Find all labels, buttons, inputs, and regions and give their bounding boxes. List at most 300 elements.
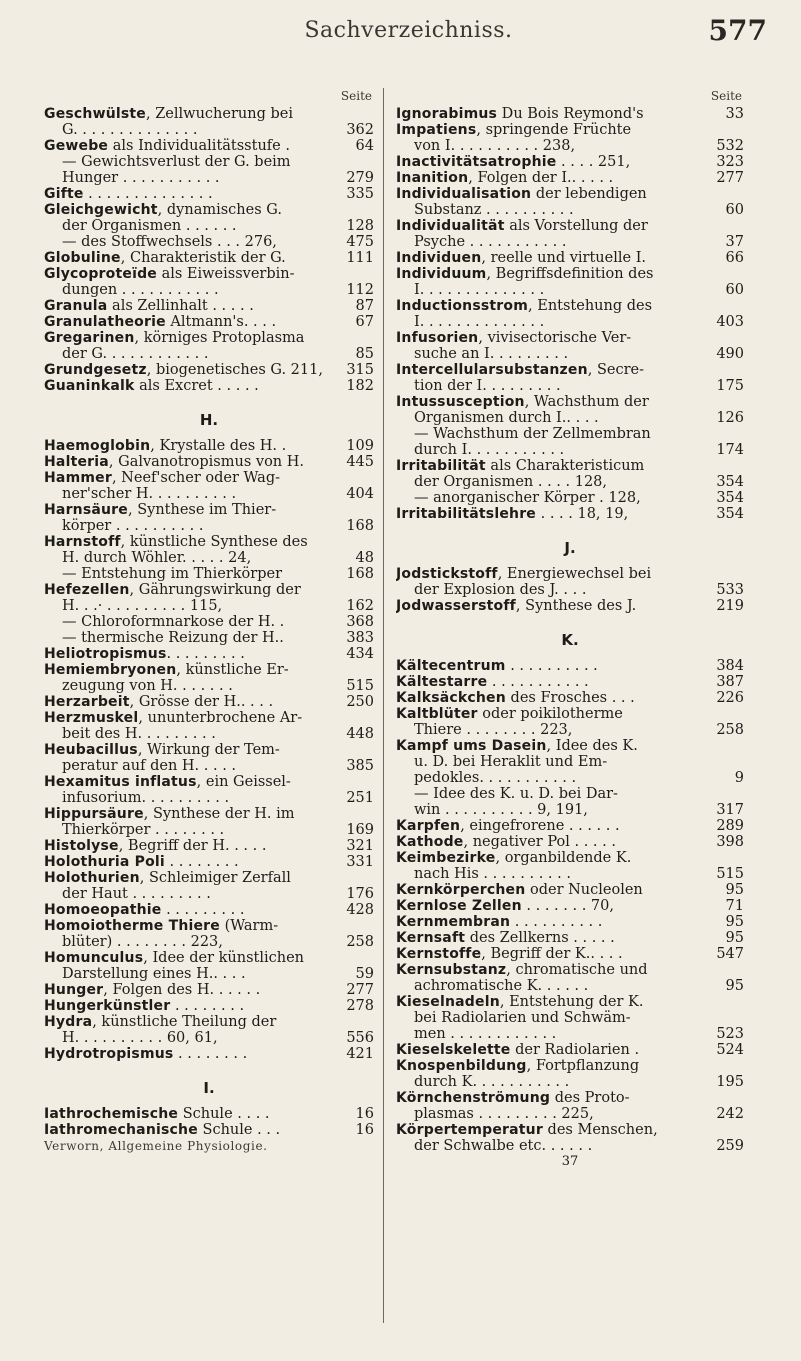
headword: Hefezellen [44, 582, 130, 598]
entry-rest: von I. . . . . . . . . . 238, [414, 138, 576, 154]
headword: Kathode [396, 834, 464, 850]
entry-text [44, 758, 342, 774]
page-ref: 490 [716, 346, 744, 362]
entry-text [44, 282, 342, 298]
headword: Heubacillus [44, 742, 138, 758]
index-entry [44, 346, 374, 362]
headword: Harnsäure [44, 502, 128, 518]
entry-text [44, 646, 342, 662]
page-ref [740, 362, 744, 378]
page-ref: 428 [346, 902, 374, 918]
headword: Keimbezirke [396, 850, 496, 866]
entry-text [396, 298, 740, 314]
headword: Holothurien [44, 870, 140, 886]
entry-rest: , biogenetisches G. 211, [146, 362, 323, 378]
page-ref: 182 [346, 378, 374, 394]
index-entry [396, 234, 744, 250]
index-entry [396, 994, 744, 1010]
entry-text [396, 582, 712, 598]
entry-rest: , organbildende K. [495, 850, 632, 866]
headword: Intussusception [396, 394, 525, 410]
entry-text [44, 918, 370, 934]
entry-text [396, 250, 722, 266]
entry-rest: — Wachsthum der Zellmembran [414, 426, 651, 442]
page-ref: 111 [346, 250, 374, 266]
entry-text [396, 754, 740, 770]
entry-text [44, 566, 342, 582]
page-ref: 515 [346, 678, 374, 694]
entry-text [44, 378, 342, 394]
index-entry [44, 726, 374, 742]
index-entry [44, 918, 374, 934]
entry-text [396, 866, 712, 882]
page-ref: 331 [346, 854, 374, 870]
page-ref: 323 [716, 154, 744, 170]
index-entry [396, 1026, 744, 1042]
page-ref: 315 [346, 362, 374, 378]
entry-rest: Altmann's. . . . [165, 314, 277, 330]
entry-text [396, 234, 722, 250]
page-ref [740, 330, 744, 346]
index-entry [396, 706, 744, 722]
page-ref: 398 [716, 834, 744, 850]
entry-text [44, 154, 370, 170]
entry-rest: , Secre- [587, 362, 645, 378]
index-entry [44, 662, 374, 678]
page-ref: 533 [716, 582, 744, 598]
index-entry [44, 838, 374, 854]
index-entry [396, 1106, 744, 1122]
entry-rest: Organismen durch I.. . . . [414, 410, 599, 426]
page-ref: 112 [346, 282, 374, 298]
page-ref [370, 330, 374, 346]
entry-text [44, 186, 342, 202]
headword: Kernmembran [396, 914, 511, 930]
page-ref [370, 870, 374, 886]
headword: Kernkörperchen [396, 882, 526, 898]
entry-rest: der Explosion des J. . . . [414, 582, 587, 598]
entry-text [396, 1058, 740, 1074]
headword: Hydra [44, 1014, 93, 1030]
index-entry [396, 474, 744, 490]
page-ref [740, 426, 744, 442]
entry-rest: Darstellung eines H.. . . . [62, 966, 246, 982]
headword: Kernsaft [396, 930, 466, 946]
entry-text [396, 506, 712, 522]
entry-rest: H. durch Wöhler. . . . . 24, [62, 550, 252, 566]
page-ref: 64 [355, 138, 374, 154]
index-entry [396, 1010, 744, 1026]
entry-text [44, 550, 352, 566]
page-ref: 434 [346, 646, 374, 662]
entry-text [396, 378, 712, 394]
entry-rest: (Warm- [219, 918, 279, 934]
page-ref: 250 [346, 694, 374, 710]
entry-rest: , künstliche Er- [176, 662, 289, 678]
page-ref [740, 738, 744, 754]
headword: Kernsubstanz [396, 962, 507, 978]
page-ref: 226 [716, 690, 744, 706]
page-ref: 95 [725, 930, 744, 946]
entry-rest: , Energiewechsel bei [497, 566, 652, 582]
entry-rest: , Gährungswirkung der [129, 582, 301, 598]
entry-text [44, 694, 342, 710]
page-ref: 168 [346, 566, 374, 582]
headword: Hunger [44, 982, 104, 998]
entry-rest: , ein Geissel- [196, 774, 291, 790]
entry-text [396, 490, 712, 506]
entry-rest: , Folgen der I.. . . . . [468, 170, 614, 186]
entry-rest: durch K. . . . . . . . . . . [414, 1074, 570, 1090]
entry-rest: suche an I. . . . . . . . . [414, 346, 569, 362]
headword: Hydrotropismus [44, 1046, 174, 1062]
entry-text [44, 106, 370, 122]
entry-rest: , Synthese des J. [515, 598, 637, 614]
entry-rest: , Neef'scher oder Wag- [111, 470, 280, 486]
index-entry [44, 438, 374, 454]
headword: Kältestarre [396, 674, 488, 690]
entry-rest: . . . . . . . . . [161, 902, 245, 918]
entry-text [44, 582, 370, 598]
page-ref [740, 566, 744, 582]
page-ref: 547 [716, 946, 744, 962]
entry-text [396, 850, 740, 866]
index-entry [44, 582, 374, 598]
entry-text [44, 806, 370, 822]
entry-text [396, 834, 712, 850]
headword: Kieselskelette [396, 1042, 511, 1058]
index-entry [44, 486, 374, 502]
index-entry [396, 946, 744, 962]
page-ref [370, 742, 374, 758]
entry-rest: plasmas . . . . . . . . . 225, [414, 1106, 594, 1122]
index-entry [396, 1074, 744, 1090]
entry-text [396, 138, 712, 154]
entry-rest: , ununterbrochene Ar- [138, 710, 303, 726]
page-ref: 335 [346, 186, 374, 202]
headword: Iathrochemische [44, 1106, 179, 1122]
entry-text [396, 314, 712, 330]
headword: Grundgesetz [44, 362, 147, 378]
page-ref: 368 [346, 614, 374, 630]
entry-text [396, 1106, 712, 1122]
page-ref: 37 [725, 234, 744, 250]
page-ref: 16 [355, 1106, 374, 1122]
index-entry [396, 754, 744, 770]
entry-rest: . . . . . . . . [170, 998, 245, 1014]
index-entry [44, 902, 374, 918]
page-ref [740, 458, 744, 474]
entry-text [396, 1090, 740, 1106]
entry-text [44, 998, 342, 1014]
page-ref: 515 [716, 866, 744, 882]
index-entry [396, 394, 744, 410]
page-ref: 71 [725, 898, 744, 914]
entry-rest: , reelle und virtuelle I. [481, 250, 647, 266]
page-ref [740, 706, 744, 722]
entry-rest: , springende Früchte [476, 122, 632, 138]
index-entry [44, 646, 374, 662]
index-entry [44, 518, 374, 534]
headword: Iathromechanische [44, 1122, 198, 1138]
entry-rest: peratur auf den H. . . . . [62, 758, 237, 774]
index-entry [396, 298, 744, 314]
entry-rest: bei Radiolarien und Schwäm- [414, 1010, 631, 1026]
entry-text [44, 346, 352, 362]
entry-text [44, 234, 342, 250]
page-ref: 95 [725, 978, 744, 994]
page-ref [370, 918, 374, 934]
page-ref [370, 1014, 374, 1030]
index-entry [44, 234, 374, 250]
page-ref: 242 [716, 1106, 744, 1122]
index-entry [396, 722, 744, 738]
headword: Jodwasserstoff [396, 598, 516, 614]
entry-text [44, 534, 370, 550]
headword: Gewebe [44, 138, 109, 154]
seite-label: Seite [710, 89, 742, 103]
entry-rest: . . . . . . . . [164, 854, 239, 870]
headword: Homoiotherme Thiere [44, 918, 220, 934]
entry-rest: . . . . 251, [556, 154, 631, 170]
entry-text [44, 486, 342, 502]
entry-rest: Hunger . . . . . . . . . . . [62, 170, 220, 186]
entry-rest: , chromatische und [506, 962, 648, 978]
index-entry [44, 998, 374, 1014]
entry-rest: ner'scher H. . . . . . . . . . [62, 486, 237, 502]
index-column-left [44, 88, 374, 1154]
index-entry [44, 614, 374, 630]
index-entry [396, 490, 744, 506]
page-ref: 59 [355, 966, 374, 982]
entry-rest: blüter) . . . . . . . . 223, [62, 934, 223, 950]
entry-text [396, 394, 740, 410]
index-entry [44, 950, 374, 966]
entry-rest: , Wirkung der Tem- [137, 742, 280, 758]
entry-text [396, 218, 740, 234]
entry-text [44, 598, 342, 614]
headword: Hippursäure [44, 806, 144, 822]
index-entry [396, 442, 744, 458]
entry-text [44, 726, 342, 742]
index-entry [44, 790, 374, 806]
index-entry [396, 930, 744, 946]
page-ref: 277 [346, 982, 374, 998]
page-ref: 279 [346, 170, 374, 186]
headword: Kalksäckchen [396, 690, 506, 706]
index-entry [44, 282, 374, 298]
index-entry [396, 834, 744, 850]
page-ref: 385 [346, 758, 374, 774]
entry-text [396, 442, 712, 458]
entry-text [44, 122, 342, 138]
entry-rest: als Individualitätsstufe . [108, 138, 290, 154]
page-ref [370, 470, 374, 486]
index-entry [44, 870, 374, 886]
section-letter: I. [203, 1079, 215, 1097]
page-header [40, 14, 777, 54]
entry-rest: Schule . . . . [178, 1106, 270, 1122]
entry-rest: achromatische K. . . . . . [414, 978, 589, 994]
entry-rest: men . . . . . . . . . . . . [414, 1026, 557, 1042]
page-ref: 278 [346, 998, 374, 1014]
entry-text [396, 330, 740, 346]
headword: Granulatheorie [44, 314, 166, 330]
page-ref: 219 [716, 598, 744, 614]
index-entry [44, 138, 374, 154]
page-ref: 289 [716, 818, 744, 834]
index-entry [396, 898, 744, 914]
entry-text [396, 458, 740, 474]
entry-rest: infusorium. . . . . . . . . . [62, 790, 230, 806]
page-ref: 95 [725, 914, 744, 930]
page-ref [740, 298, 744, 314]
entry-text [44, 266, 370, 282]
index-entry [396, 866, 744, 882]
page-ref [370, 710, 374, 726]
entry-rest: H. . . . . . . . . . 60, 61, [62, 1030, 218, 1046]
headword: Geschwülste [44, 106, 147, 122]
page-ref [370, 534, 374, 550]
headword: Inactivitätsatrophie [396, 154, 557, 170]
entry-text [396, 674, 712, 690]
index-entry [396, 818, 744, 834]
entry-text [44, 710, 370, 726]
entry-text [396, 566, 740, 582]
entry-rest: beit des H. . . . . . . . . [62, 726, 216, 742]
headword: Ignorabimus [396, 106, 498, 122]
headword: Herzmuskel [44, 710, 139, 726]
entry-text [396, 1010, 740, 1026]
index-entry [396, 690, 744, 706]
entry-text [396, 1138, 712, 1154]
page-ref: 404 [346, 486, 374, 502]
index-entry [396, 458, 744, 474]
entry-rest: , Schleimiger Zerfall [139, 870, 291, 886]
page-ref [740, 962, 744, 978]
entry-rest: , Wachsthum der [524, 394, 649, 410]
entry-rest: Thiere . . . . . . . . 223, [414, 722, 573, 738]
index-entry [396, 410, 744, 426]
entry-text [44, 330, 370, 346]
page-ref: 354 [716, 490, 744, 506]
index-entry [44, 202, 374, 218]
index-entry [44, 106, 374, 122]
page-ref [740, 1058, 744, 1074]
page-ref [370, 266, 374, 282]
entry-rest: als Vorstellung der [504, 218, 648, 234]
page-ref: 168 [346, 518, 374, 534]
page-ref: 169 [346, 822, 374, 838]
entry-text [396, 930, 722, 946]
headword: Hungerkünstler [44, 998, 171, 1014]
page-ref: 403 [716, 314, 744, 330]
page-ref: 362 [346, 122, 374, 138]
page-ref: 383 [346, 630, 374, 646]
entry-text [44, 886, 342, 902]
entry-rest: , Idee der künstlichen [143, 950, 305, 966]
index-entry [44, 1106, 374, 1122]
entry-rest: oder Nucleolen [525, 882, 643, 898]
section-letter: K. [561, 631, 579, 649]
page-ref: 421 [346, 1046, 374, 1062]
entry-rest: — des Stoffwechsels . . . 276, [62, 234, 277, 250]
headword: Gleichgewicht [44, 202, 158, 218]
entry-rest: . . . . . . . 70, [521, 898, 614, 914]
headword: Herzarbeit [44, 694, 130, 710]
headword: Haemoglobin [44, 438, 151, 454]
page-ref [740, 786, 744, 802]
entry-rest: . . . . . . . . . [166, 646, 245, 662]
page-ref: 317 [716, 802, 744, 818]
page-ref: 321 [346, 838, 374, 854]
index-entry [396, 1058, 744, 1074]
entry-rest: Du Bois Reymond's [497, 106, 644, 122]
index-entry [396, 346, 744, 362]
page-ref: 60 [725, 282, 744, 298]
entry-rest: , körniges Protoplasma [134, 330, 305, 346]
entry-rest: , negativer Pol . . . . . [463, 834, 616, 850]
entry-rest: , Zellwucherung bei [146, 106, 293, 122]
page-ref: 48 [355, 550, 374, 566]
page-ref: 109 [346, 438, 374, 454]
index-entry [396, 122, 744, 138]
entry-rest: , Synthese im Thier- [127, 502, 277, 518]
index-entry [396, 314, 744, 330]
entry-text [44, 518, 342, 534]
page-ref [740, 754, 744, 770]
headword: Gifte [44, 186, 84, 202]
entry-rest: , Fortpflanzung [526, 1058, 640, 1074]
entry-text [396, 738, 740, 754]
entry-rest: . . . . . . . . . . [510, 914, 603, 930]
entry-text [44, 822, 342, 838]
entry-rest: der Radiolarien . [510, 1042, 640, 1058]
page-ref [370, 106, 374, 122]
entry-text [44, 1122, 352, 1138]
column-divider [383, 88, 384, 1323]
index-column-right [396, 88, 744, 1170]
page-ref: 176 [346, 886, 374, 902]
entry-rest: , Folgen des H. . . . . . [103, 982, 261, 998]
entry-text [396, 598, 712, 614]
entry-rest: , Entstehung des [528, 298, 653, 314]
entry-rest: , vivisectorische Ver- [478, 330, 632, 346]
headword: Inductionsstrom [396, 298, 529, 314]
entry-rest: — Entstehung im Thierkörper [62, 566, 283, 582]
page-ref: 162 [346, 598, 374, 614]
entry-text [396, 474, 712, 490]
headword: Irritabilitätslehre [396, 506, 536, 522]
headword: Kernstoffe [396, 946, 482, 962]
index-entry [396, 786, 744, 802]
entry-text [44, 678, 342, 694]
entry-text [396, 106, 722, 122]
index-entry [44, 470, 374, 486]
entry-rest: . . . . . . . . . . . [487, 674, 589, 690]
page-ref: 354 [716, 506, 744, 522]
entry-text [44, 854, 342, 870]
entry-text [396, 946, 712, 962]
index-entry [44, 1030, 374, 1046]
entry-text [44, 966, 352, 982]
index-entry [396, 250, 744, 266]
index-entry [396, 202, 744, 218]
page-ref [370, 950, 374, 966]
page-ref: 384 [716, 658, 744, 674]
index-entry [396, 186, 744, 202]
page-ref: 524 [716, 1042, 744, 1058]
